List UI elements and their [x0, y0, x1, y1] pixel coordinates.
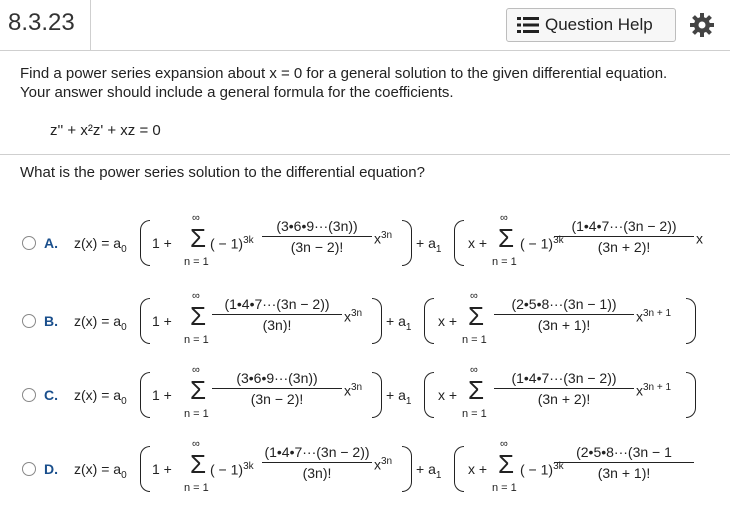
- answer-option-b[interactable]: [22, 290, 722, 350]
- x-text: x: [374, 456, 381, 473]
- lhs: [74, 313, 127, 333]
- sign-exponent: 3k: [553, 235, 564, 246]
- x-exponent: 3n + 1: [643, 382, 672, 393]
- upper-limit: ∞: [192, 364, 200, 376]
- x-plus: x +: [468, 461, 488, 477]
- x-power: [636, 308, 671, 325]
- right-paren: [372, 298, 382, 344]
- top-bar: [0, 0, 730, 51]
- one-plus: 1 +: [152, 235, 172, 251]
- fraction-2: [494, 370, 634, 407]
- subscript: 1: [435, 243, 442, 255]
- x-power: [374, 230, 392, 247]
- lhs-text: z(x) = a: [74, 461, 122, 477]
- upper-limit: ∞: [470, 290, 478, 302]
- a1-text: + a: [386, 387, 406, 403]
- fraction-bar: [262, 236, 372, 237]
- upper-limit: ∞: [192, 290, 200, 302]
- sign-exponent: 3k: [243, 235, 254, 246]
- x-power: [374, 456, 392, 473]
- right-paren: [686, 372, 696, 418]
- x-exponent: 3n: [381, 456, 393, 467]
- x-plus: x +: [468, 235, 488, 251]
- plus-a1: [416, 235, 441, 255]
- fraction-bar: [212, 388, 342, 389]
- right-paren: [372, 372, 382, 418]
- radio-button[interactable]: [22, 388, 36, 402]
- one-plus: 1 +: [152, 313, 172, 329]
- question-help-label: Question Help: [545, 15, 653, 34]
- fraction-2: [554, 444, 694, 481]
- separator: [0, 154, 730, 155]
- one-plus: 1 +: [152, 387, 172, 403]
- x-exponent: 3n + 1: [643, 308, 672, 319]
- fraction-1: [212, 370, 342, 407]
- subscript: 1: [405, 395, 412, 407]
- lower-limit: n = 1: [462, 334, 487, 346]
- question-number: 8.3.23: [8, 9, 75, 36]
- upper-limit: ∞: [192, 212, 200, 224]
- lhs: [74, 461, 127, 481]
- answer-option-c[interactable]: [22, 364, 722, 424]
- fraction-2: [494, 296, 634, 333]
- sigma-symbol: Σ: [190, 301, 207, 331]
- upper-limit: ∞: [192, 438, 200, 450]
- subscript: 0: [121, 243, 127, 255]
- sigma-symbol: Σ: [190, 449, 207, 479]
- lower-limit: n = 1: [184, 408, 209, 420]
- numerator: (2•5•8···(3n − 1: [576, 444, 672, 460]
- fraction-bar: [494, 388, 634, 389]
- left-paren: [424, 298, 434, 344]
- lower-limit: n = 1: [462, 408, 487, 420]
- upper-limit: ∞: [500, 212, 508, 224]
- lower-limit: n = 1: [492, 256, 517, 268]
- a1-text: + a: [416, 235, 436, 251]
- lower-limit: n = 1: [492, 482, 517, 494]
- lower-limit: n = 1: [184, 482, 209, 494]
- lower-limit: n = 1: [184, 256, 209, 268]
- upper-limit: ∞: [500, 438, 508, 450]
- fraction-bar: [494, 314, 634, 315]
- left-paren: [140, 220, 150, 266]
- option-label: C.: [44, 387, 58, 403]
- denominator: (3n)!: [302, 465, 332, 481]
- x-power: [636, 382, 671, 399]
- gear-icon[interactable]: [688, 11, 716, 39]
- a1-text: + a: [416, 461, 436, 477]
- sigma-symbol: Σ: [190, 375, 207, 405]
- left-paren: [140, 298, 150, 344]
- subscript: 0: [121, 469, 127, 481]
- right-paren: [402, 446, 412, 492]
- subscript: 1: [435, 469, 442, 481]
- fraction-bar: [262, 462, 372, 463]
- plus-a1: [416, 461, 441, 481]
- x-plus: x +: [438, 387, 458, 403]
- a1-text: + a: [386, 313, 406, 329]
- sigma-symbol: Σ: [498, 223, 515, 253]
- denominator: (3n − 2)!: [250, 391, 304, 407]
- numerator: (2•5•8···(3n − 1)): [511, 296, 617, 312]
- sign-text: ( − 1): [520, 235, 554, 252]
- numerator: (1•4•7···(3n − 2)): [571, 218, 677, 234]
- lower-limit: n = 1: [184, 334, 209, 346]
- x-exponent: 3n: [351, 382, 363, 393]
- x-text: x: [344, 382, 351, 399]
- left-paren: [454, 446, 464, 492]
- sign-text: ( − 1): [210, 461, 244, 478]
- radio-button[interactable]: [22, 236, 36, 250]
- sign-exponent: 3k: [553, 461, 564, 472]
- x-power: [344, 308, 362, 325]
- sigma-symbol: Σ: [468, 301, 485, 331]
- sign-text: ( − 1): [210, 235, 244, 252]
- option-label: D.: [44, 461, 58, 477]
- x-text: x: [374, 230, 381, 247]
- sigma-symbol: Σ: [498, 449, 515, 479]
- divider: [90, 0, 91, 50]
- question-help-button[interactable]: [506, 8, 676, 42]
- sign-text: ( − 1): [520, 461, 554, 478]
- sigma-symbol: Σ: [468, 375, 485, 405]
- numerator: (1•4•7···(3n − 2)): [511, 370, 617, 386]
- option-label: B.: [44, 313, 58, 329]
- numerator: (3•6•9···(3n)): [236, 370, 318, 386]
- fraction-bar: [212, 314, 342, 315]
- differential-equation: z'' + x²z' + xz = 0: [50, 122, 161, 139]
- sigma-symbol: Σ: [190, 223, 207, 253]
- subscript: 0: [121, 395, 127, 407]
- question-text: What is the power series solution to the differential equation?: [20, 164, 425, 181]
- list-icon: [517, 16, 539, 34]
- answer-option-d[interactable]: [22, 438, 722, 498]
- denominator: (3n)!: [262, 317, 292, 333]
- x-exponent: 3n: [381, 230, 393, 241]
- denominator: (3n − 2)!: [290, 239, 344, 255]
- sign-factor: [210, 461, 254, 478]
- x-power: [696, 230, 703, 247]
- right-paren: [686, 298, 696, 344]
- numerator: (1•4•7···(3n − 2)): [224, 296, 330, 312]
- option-label: A.: [44, 235, 58, 251]
- x-plus: x +: [438, 313, 458, 329]
- numerator: (1•4•7···(3n − 2)): [264, 444, 370, 460]
- left-paren: [140, 372, 150, 418]
- right-paren: [402, 220, 412, 266]
- lhs: [74, 387, 127, 407]
- x-text: x: [344, 308, 351, 325]
- lhs-text: z(x) = a: [74, 313, 122, 329]
- left-paren: [454, 220, 464, 266]
- subscript: 0: [121, 321, 127, 333]
- x-text: x: [636, 308, 643, 325]
- plus-a1: [386, 313, 411, 333]
- numerator: (3•6•9···(3n)): [276, 218, 358, 234]
- answer-option-a[interactable]: [22, 212, 722, 272]
- upper-limit: ∞: [470, 364, 478, 376]
- subscript: 1: [405, 321, 412, 333]
- lhs: [74, 235, 127, 255]
- fraction-1: [212, 296, 342, 333]
- sign-factor: [210, 235, 254, 252]
- denominator: (3n + 1)!: [597, 465, 651, 481]
- denominator: (3n + 2)!: [537, 391, 591, 407]
- sign-exponent: 3k: [243, 461, 254, 472]
- plus-a1: [386, 387, 411, 407]
- left-paren: [424, 372, 434, 418]
- one-plus: 1 +: [152, 461, 172, 477]
- lhs-text: z(x) = a: [74, 235, 122, 251]
- lhs-text: z(x) = a: [74, 387, 122, 403]
- fraction-bar: [554, 462, 694, 463]
- left-paren: [140, 446, 150, 492]
- fraction-bar: [554, 236, 694, 237]
- radio-button[interactable]: [22, 462, 36, 476]
- fraction-1: [262, 218, 372, 255]
- denominator: (3n + 2)!: [597, 239, 651, 255]
- fraction-1: [262, 444, 372, 481]
- radio-button[interactable]: [22, 314, 36, 328]
- x-exponent: 3n: [351, 308, 363, 319]
- x-text: x: [636, 382, 643, 399]
- x-power: [344, 382, 362, 399]
- x-text: x: [696, 230, 703, 247]
- denominator: (3n + 1)!: [537, 317, 591, 333]
- fraction-2: [554, 218, 694, 255]
- question-prompt: Find a power series expansion about x = 0 for a general solution to the given differential equation. Your answer should include a general formula for the coefficients.: [20, 65, 668, 101]
